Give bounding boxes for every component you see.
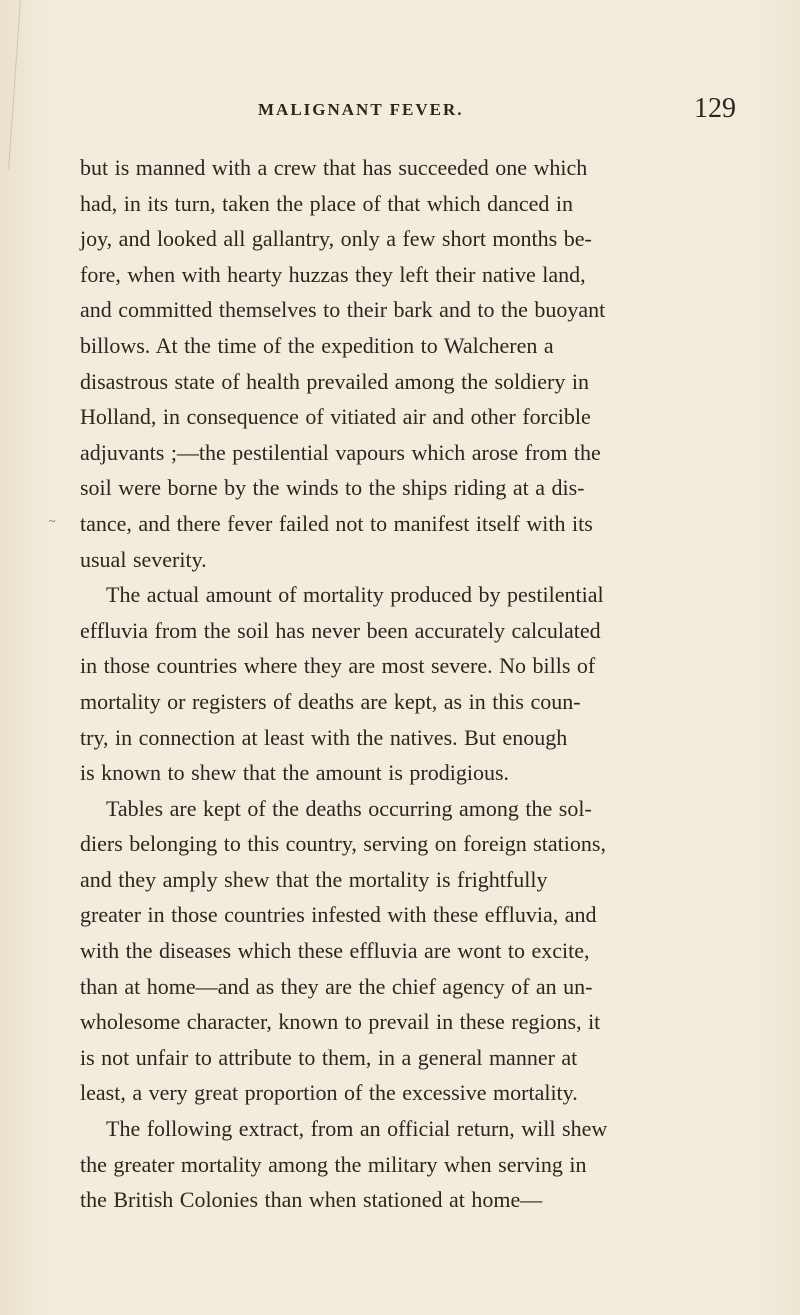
text-line: the British Colonies than when stationed at home— [80, 1187, 543, 1213]
text-line: try, in connection at least with the natives. But enough [80, 724, 568, 750]
text-line: mortality or registers of deaths are kept, as in this coun- [80, 688, 581, 714]
paragraph-start-line: The actual amount of mortality produced by pestilential [106, 582, 604, 608]
text-line: disastrous state of health prevailed among the soldiery in [80, 368, 589, 394]
text-line: joy, and looked all gallantry, only a few short months be- [80, 226, 592, 252]
text-line: had, in its turn, taken the place of that which danced in [80, 190, 574, 216]
text-line: diers belonging to this country, serving on foreign stations, [80, 831, 606, 857]
text-line: but is manned with a crew that has succeeded one which [80, 155, 588, 180]
text-line: fore, when with hearty huzzas they left their native land, [80, 261, 586, 287]
text-line: the greater mortality among the military when serving in [80, 1151, 587, 1177]
text-line: billows. At the time of the expedition to Walcheren a [80, 332, 554, 358]
text-line: Holland, in consequence of vitiated air and other forcible [80, 404, 591, 430]
text-line: effluvia from the soil has never been accurately calculated [80, 617, 601, 643]
text-line: is known to shew that the amount is prodigious. [80, 760, 510, 786]
page-header [258, 93, 738, 140]
body-text [80, 150, 705, 1218]
text-line: with the diseases which these effluvia are wont to excite, [80, 938, 590, 964]
text-line: usual severity. [80, 546, 207, 572]
paragraph-start-line: Tables are kept of the deaths occurring among the sol- [106, 795, 592, 821]
text-line: tance, and there fever failed not to manifest itself with its [80, 510, 593, 536]
text-line: least, a very great proportion of the excessive mortality. [80, 1080, 578, 1106]
text-line: in those countries where they are most severe. No bills of [80, 653, 596, 679]
paragraph-start-line: The following extract, from an official return, will shew [106, 1116, 608, 1142]
text-line: and committed themselves to their bark and to the buoyant [80, 297, 606, 323]
page-fold-edge [0, 0, 21, 170]
page-number: 129 [694, 93, 736, 124]
text-line: is not unfair to attribute to them, in a general manner at [80, 1044, 578, 1070]
text-line: greater in those countries infested with these effluvia, and [80, 902, 597, 928]
text-line: than at home—and as they are the chief agency of an un- [80, 973, 593, 999]
running-title: MALIGNANT FEVER. [258, 100, 464, 119]
margin-mark: ~ [49, 514, 56, 528]
text-line: adjuvants ;—the pestilential vapours which arose from the [80, 439, 601, 465]
text-line: wholesome character, known to prevail in these regions, it [80, 1009, 601, 1035]
text-line: soil were borne by the winds to the ships riding at a dis- [80, 475, 585, 501]
text-line: and they amply shew that the mortality is frightfully [80, 866, 548, 892]
